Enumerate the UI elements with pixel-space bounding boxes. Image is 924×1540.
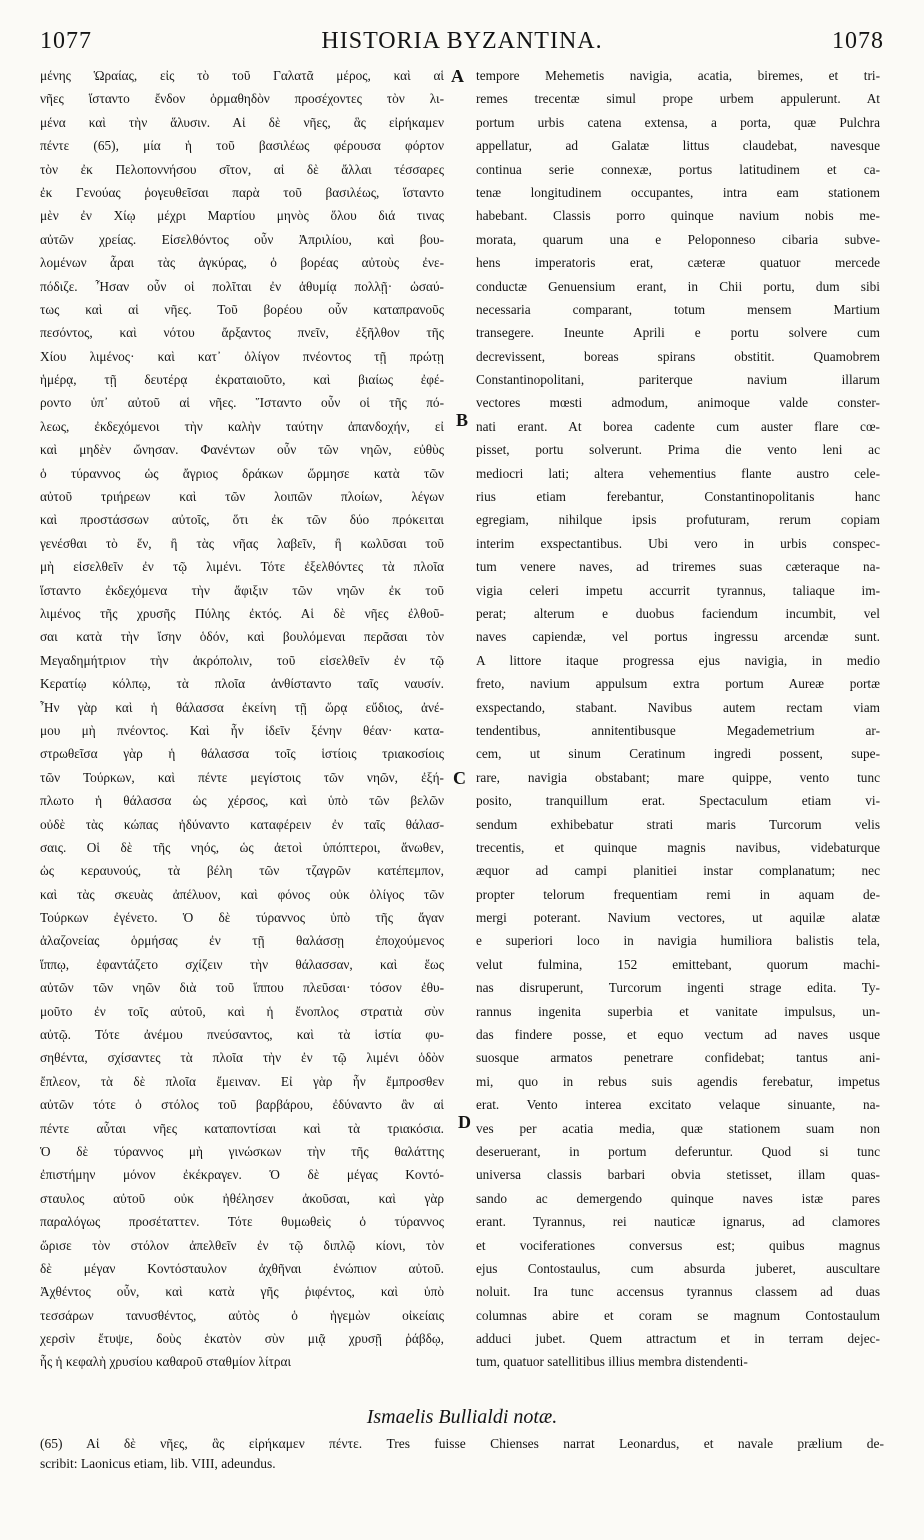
latin-text-line: deseruerant, in portum deferuntur. Quod si tunc bbox=[476, 1143, 880, 1159]
greek-text-line: τως καὶ αἱ νῆες. Τοῦ βορέου οὖν καταπρανοῦς bbox=[40, 301, 444, 317]
greek-text-line: αὐτῶν τῶν νηῶν διὰ τοῦ ἵππου πλεῦσαι· τόσον ἐθυ- bbox=[40, 980, 444, 996]
greek-text-line: μένα καὶ τὴν ἅλυσιν. Αἱ δὲ νῆες, ἃς εἰρήκαμεν bbox=[40, 114, 444, 130]
latin-text-line: tenæ longitudinem occupantes, intra eam stationem bbox=[476, 184, 880, 200]
greek-text-line: καὶ μηδὲν ὤνησαν. Φανέντων οὖν τῶν νηῶν, εὐθὺς bbox=[40, 442, 444, 458]
greek-text-line: τεσσάρων τανυσθέντος, αὐτὸς ὁ ἡγεμὼν οἰκείαις bbox=[40, 1307, 444, 1323]
latin-text-line: columnas abire et coram se magnum Contostaulum bbox=[476, 1307, 880, 1323]
greek-text-line: ὡς κεραυνούς, τὰ βέλη τῶν τζαγρῶν κατέπεμπον, bbox=[40, 863, 444, 879]
greek-text-line: ἵσταντο ἐκδεχόμενα τὴν ἄφιξιν τῶν νηῶν ἐκ τοῦ bbox=[40, 582, 444, 598]
greek-text-line: ὥρισε τὸν στόλον ἀπελθεῖν ἐν τῷ διπλῷ κίονι, τὸν bbox=[40, 1237, 444, 1253]
footnote bbox=[40, 1434, 884, 1474]
greek-text-line: πλωτο ἡ θάλασσα ὡς χέρσος, καὶ ὑπὸ τῶν βελῶν bbox=[40, 793, 444, 809]
latin-text-column bbox=[476, 64, 880, 1374]
latin-text-line: mergi poterant. Navium vectores, ut aquilæ alatæ bbox=[476, 910, 880, 926]
greek-text-line: καὶ προστάσσων αὐτοῖς, ὅτι ἐκ τῶν δύο πρόκειται bbox=[40, 512, 444, 528]
latin-text-line: ves per acatia media, quæ stationem suam non bbox=[476, 1120, 880, 1136]
latin-text-line: propter telorum frequentiam remi in aquam de- bbox=[476, 886, 880, 902]
page-number-left: 1077 bbox=[40, 28, 92, 54]
greek-text-line: ἵππῳ, ἐφαντάζετο σχίζειν τὴν θάλασσαν, καὶ ἕως bbox=[40, 956, 444, 972]
latin-text-line: pisset, portu solverunt. Prima die vento leni ac bbox=[476, 442, 880, 458]
greek-text-line: Τούρκων ἐγένετο. Ὁ δὲ τύραννος ὑπὸ τῆς ἄγαν bbox=[40, 910, 444, 926]
greek-text-line: Μεγαδημήτριον τὴν ἀκρόπολιν, τοῦ εἰσελθεῖν ἐν τῷ bbox=[40, 652, 444, 668]
greek-text-line: καὶ τὰς σκευὰς ἀπέλυον, καὶ φόνος οὐκ ὀλίγος τῶν bbox=[40, 886, 444, 902]
greek-text-line: χερσὶν ἔτυψε, δοὺς ἑκατὸν σὺν μιᾷ χρυσῇ ῥάβδῳ, bbox=[40, 1331, 444, 1347]
greek-text-line: ἐκ Γενούας ῥογευθεῖσαι παρὰ τοῦ βασιλέως, ἵσταντο bbox=[40, 184, 444, 200]
greek-text-line: Κερατίῳ κόλπῳ, τὰ πλοῖα ἀνθίσταντο ταῖς ναυσίν. bbox=[40, 676, 444, 692]
latin-text-line: rare, navigia obstabant; mare quippe, vento tunc bbox=[476, 769, 880, 785]
latin-text-line: perat; alterum e duobus faciendum incumbit, vel bbox=[476, 605, 880, 621]
latin-text-line: nas disruperunt, Turcorum ingenti strage edita. Ty- bbox=[476, 980, 880, 996]
greek-text-line: λομένων ἆραι τὰς ἀγκύρας, ὁ βορέας αὐτοὺς ἐνε- bbox=[40, 255, 444, 271]
greek-text-line: αὐτῶν τότε ὁ στόλος τοῦ βαρβάρου, ἐδύναντο ἂν αἱ bbox=[40, 1097, 444, 1113]
latin-text-line: rannus ingenita superbia et vanitate impulsus, un- bbox=[476, 1003, 880, 1019]
latin-text-line: vigia celeri impetu accurrit tyrannus, taliaque im- bbox=[476, 582, 880, 598]
greek-text-line: τῶν Τούρκων, καὶ πέντε μεγίστοις τῶν νηῶν, ἐξή- bbox=[40, 769, 444, 785]
greek-text-line: Ἦν γὰρ καὶ ἡ θάλασσα ἐκείνη τῇ ὥρᾳ εὔδιος, ἀνέ- bbox=[40, 699, 444, 715]
latin-text-line: mi, quo in rebus suis agendis ferebatur, impetus bbox=[476, 1073, 880, 1089]
greek-text-line: Χίου λιμένος· καὶ κατ᾽ ὀλίγον πνέοντος τῇ πρώτῃ bbox=[40, 348, 444, 364]
running-title: HISTORIA BYZANTINA. bbox=[321, 28, 603, 54]
latin-text-line: erat. Vento interea excitato velaque sinuante, na- bbox=[476, 1097, 880, 1113]
greek-text-line: σταυλος αὐτοῦ οὐκ ἠθέλησεν ἀκοῦσαι, καὶ γὰρ bbox=[40, 1190, 444, 1206]
latin-text-line: suosque armatos penetrare confidebat; tantus ani- bbox=[476, 1050, 880, 1066]
latin-text-line: continua serie connexæ, portus latitudinem et ca- bbox=[476, 161, 880, 177]
greek-text-line: μένης Ὡραίας, εἰς τὸ τοῦ Γαλατᾶ μέρος, καὶ αἱ bbox=[40, 68, 444, 83]
latin-text-line: tempore Mehemetis navigia, acatia, biremes, et tri- bbox=[476, 68, 880, 83]
greek-text-line: σαις. Οἱ δὲ τῆς νηός, ὡς ἀετοὶ ὑπόπτεροι, ἄνωθεν, bbox=[40, 839, 444, 855]
greek-text-line: μου μὴ πνέοντος. Καὶ ἦν ἰδεῖν ξένην θέαν· κατα- bbox=[40, 722, 444, 738]
greek-text-line: ἧς ἡ κεφαλὴ χρυσίου καθαροῦ σταθμίον λίτραι bbox=[40, 1354, 292, 1370]
greek-text-line: σαι κατὰ τὴν ἴσην ὁδόν, καὶ βουλόμεναι περᾶσαι τὸν bbox=[40, 629, 444, 645]
greek-text-line: νῆες ἵσταντο ἔνδον ὁρμαθηδὸν προσέχοντες τὸν λι- bbox=[40, 91, 444, 107]
latin-text-line: portum urbis catena extensa, a porta, quæ Pulchra bbox=[476, 114, 880, 130]
latin-text-line: noluit. Ira tunc accensus tyrannus classem ad duas bbox=[476, 1284, 880, 1300]
greek-text-line: τὸν ἐκ Πελοποννήσου σῖτον, αἱ δὲ ἄλλαι τέσσαρες bbox=[40, 161, 444, 177]
greek-text-line: αὐτοῦ τριήρεων καὶ τῶν λοιπῶν πλοίων, λέγων bbox=[40, 489, 444, 505]
latin-text-line: posito, tranquillum erat. Spectaculum etiam vi- bbox=[476, 793, 880, 809]
greek-text-line: στρωθεῖσα γὰρ ἡ θάλασσα τοῖς ἱστίοις τριακοσίοις bbox=[40, 746, 444, 762]
latin-text-line: mediocri lati; altera vehementius flante austro cele- bbox=[476, 465, 880, 481]
greek-text-line: ροντο ὑπ᾽ αὐτοῦ αἱ νῆες. Ἵσταντο οὖν οἱ τῆς πό- bbox=[40, 395, 444, 411]
latin-text-line: habebant. Classis porro quinque navium nobis me- bbox=[476, 208, 880, 224]
latin-text-line: remes trecentæ simul prope urbem appulerunt. At bbox=[476, 91, 880, 107]
margin-marker-a: A bbox=[451, 66, 464, 86]
greek-text-line: αὐτῷ. Τότε ἀνέμου πνεύσαντος, καὶ τὰ ἱστία φυ- bbox=[40, 1027, 444, 1043]
latin-text-line: egregiam, nihilque ipsis profuturam, rerum copiam bbox=[476, 512, 880, 528]
page-number-right: 1078 bbox=[832, 28, 884, 54]
latin-text-line: interim exspectantibus. Ubi vero in urbis conspec- bbox=[476, 535, 880, 551]
margin-marker-d: D bbox=[458, 1112, 471, 1132]
latin-text-line: decrevissent, boreas spirans obstitit. Quamobrem bbox=[476, 348, 880, 364]
greek-text-line: ἐπιστήμην μόνον ἐκέκραγεν. Ὁ δὲ μέγας Κοντό- bbox=[40, 1167, 444, 1183]
greek-text-line: Ὁ δὲ τύραννος μὴ γινώσκων τὴν τῆς θαλάττης bbox=[40, 1143, 444, 1159]
greek-text-line: λεως, ἐκδεχόμενοι τὴν καλὴν ταύτην ἀπανδοχήν, εἰ bbox=[40, 418, 444, 434]
latin-text-line: nati erant. At borea cadente cum auster flare cœ- bbox=[476, 418, 880, 434]
footnote-line: (65) Αἱ δὲ νῆες, ἃς εἰρήκαμεν πέντε. Tres fuisse Chienses narrat Leonardus, et navale prælium de- bbox=[40, 1436, 884, 1451]
latin-text-line: et vociferationes conversus est; quibus magnus bbox=[476, 1237, 880, 1253]
greek-text-line: λιμένος τῆς χρυσῆς Πύλης ἐκτός. Αἱ δὲ νῆες ἐλθοῦ- bbox=[40, 605, 444, 621]
latin-text-line: naves capiendæ, vel portus ingressu arcendæ sunt. bbox=[476, 629, 880, 645]
latin-text-line: tum, quatuor satellitibus illius membra distendenti- bbox=[476, 1354, 748, 1370]
greek-text-column bbox=[40, 64, 444, 1374]
greek-text-line: μὴ εἰσελθεῖν ἐν τῷ λιμένι. Τότε ἐξελθόντες τὰ πλοῖα bbox=[40, 559, 444, 575]
greek-text-line: ἔπλεον, τὰ δὲ πλοῖα ἔμειναν. Εἰ γὰρ ἦν ἔμπροσθεν bbox=[40, 1073, 444, 1089]
latin-text-line: ejus Contostaulus, cum absurda juberet, auscultare bbox=[476, 1260, 880, 1276]
latin-text-line: hens imperatoris erat, cæteræ quatuor mercede bbox=[476, 255, 880, 271]
latin-text-line: appellatur, ad Galatæ littus claudebat, navesque bbox=[476, 138, 880, 154]
latin-text-line: trecentis, et quinque magnis navibus, videbaturque bbox=[476, 839, 880, 855]
latin-text-line: velut fulmina, 152 emittebant, quorum machi- bbox=[476, 956, 880, 972]
greek-text-line: γενέσθαι τὸ ἕν, ἢ τὰς νῆας λαβεῖν, ἢ κωλῦσαι τοῦ bbox=[40, 535, 444, 551]
greek-text-line: ἀλαζονείας ὁρμήσας ἐν τῇ θαλάσσῃ ἐποχούμενος bbox=[40, 933, 444, 949]
latin-text-line: sendum exhibebatur strati maris Turcorum velis bbox=[476, 816, 880, 832]
latin-text-line: das findere posse, et equo vectum ad naves usque bbox=[476, 1027, 880, 1043]
latin-text-line: tendentibus, annitentibusque Megademetrium ar- bbox=[476, 722, 880, 738]
latin-text-line: tum venere naves, ad triremes suas cæteraque na- bbox=[476, 559, 880, 575]
margin-marker-b: B bbox=[456, 410, 469, 430]
latin-text-line: freto, navium appulsum extra portum Aureæ portæ bbox=[476, 676, 880, 692]
greek-text-line: Ἀχθέντος οὖν, καὶ κατὰ γῆς ῥιφέντος, καὶ ὑπὸ bbox=[40, 1284, 444, 1300]
greek-text-line: πέντε (65), μία ἡ τοῦ βασιλέως φέρουσα φόρτον bbox=[40, 138, 444, 154]
greek-text-line: οὐδὲ τὰς κώπας ἠδύναντο καταφέρειν ἐν ταῖς θάλασ- bbox=[40, 816, 444, 832]
greek-text-line: σηθέντα, σχίσαντες τὰ πλοῖα τὴν ἐν τῷ λιμένι ὁδὸν bbox=[40, 1050, 444, 1066]
latin-text-line: A littore itaque progressa ejus navigia, in medio bbox=[476, 652, 880, 668]
latin-text-line: e superiori loco in navigia humiliora balistis tela, bbox=[476, 933, 880, 949]
latin-text-line: exspectando, stabant. Navibus autem rectam viam bbox=[476, 699, 880, 715]
latin-text-line: rius etiam ferebantur, Constantinopolitanis hanc bbox=[476, 489, 880, 505]
footnote-line: scribit: Laonicus etiam, lib. VIII, adeundus. bbox=[40, 1456, 276, 1471]
footnote-heading: Ismaelis Bullialdi notæ. bbox=[366, 1406, 558, 1428]
greek-text-line: πεσόντος, καὶ νότου ἄρξαντος πνεῖν, ἐξῆλθον τῆς bbox=[40, 325, 444, 341]
latin-text-line: conductæ Genuensium erant, in Chii portu, dum sibi bbox=[476, 278, 880, 294]
greek-text-line: ἡμέρᾳ, τῇ δευτέρᾳ ἐκραταιοῦτο, καὶ βιαίως ἐφέ- bbox=[40, 372, 444, 388]
latin-text-line: erant. Tyrannus, rei nauticæ ignarus, ad clamores bbox=[476, 1214, 880, 1230]
greek-text-line: παραλόγως προσέταττεν. Τότε θυμωθεὶς ὁ τύραννος bbox=[40, 1214, 444, 1230]
page-header bbox=[40, 28, 884, 62]
latin-text-line: cem, ut sinum Ceratinum ingredi possent, supe- bbox=[476, 746, 880, 762]
latin-text-line: adduci jubet. Quem attractum et in terram dejec- bbox=[476, 1331, 880, 1347]
greek-text-line: μοῦτο ἐν τοῖς αὐτοῦ, καὶ ἡ ἔνοπλος στρατιὰ σὺν bbox=[40, 1003, 444, 1019]
latin-text-line: Constantinopolitani, pariterque navium illarum bbox=[476, 372, 880, 388]
margin-marker-c: C bbox=[453, 768, 466, 788]
latin-text-line: necessaria comparant, totum mensem Martium bbox=[476, 301, 880, 317]
greek-text-line: δὲ μέγαν Κοντόσταυλον ἀχθῆναι ἐνώπιον αὐτοῦ. bbox=[40, 1260, 444, 1276]
greek-text-line: πόδιζε. Ἦσαν οὖν οἱ πολῖται ἐν ἀθυμίᾳ πολλῇ· ὡσαύ- bbox=[40, 278, 444, 294]
latin-text-line: sando ac demergendo quinque naves istæ pares bbox=[476, 1190, 880, 1206]
latin-text-line: æquor ad campi planitiei instar complanatum; nec bbox=[476, 863, 880, 879]
latin-text-line: morata, quarum una e Peloponneso cibaria subve- bbox=[476, 231, 880, 247]
greek-text-line: αὐτῶν χρείας. Εἰσελθόντος οὖν Ἀπριλίου, καὶ βου- bbox=[40, 231, 444, 247]
greek-text-line: πέντε αὗται νῆες καταποντίσαι καὶ τὰ τριακόσια. bbox=[40, 1120, 444, 1136]
latin-text-line: transegere. Ineunte Aprili e portu solvere cum bbox=[476, 325, 880, 341]
latin-text-line: universa classis barbari obvia stetisset, illam quas- bbox=[476, 1167, 880, 1183]
greek-text-line: ὁ τύραννος ὡς ἄγριος δράκων ὥρμησε κατὰ τῶν bbox=[40, 465, 444, 481]
latin-text-line: vectores mœsti admodum, animoque valde conster- bbox=[476, 395, 880, 411]
greek-text-line: μὲν ἐν Χίῳ μέχρι Μαρτίου μηνὸς ὅλου διά τινας bbox=[40, 208, 444, 224]
